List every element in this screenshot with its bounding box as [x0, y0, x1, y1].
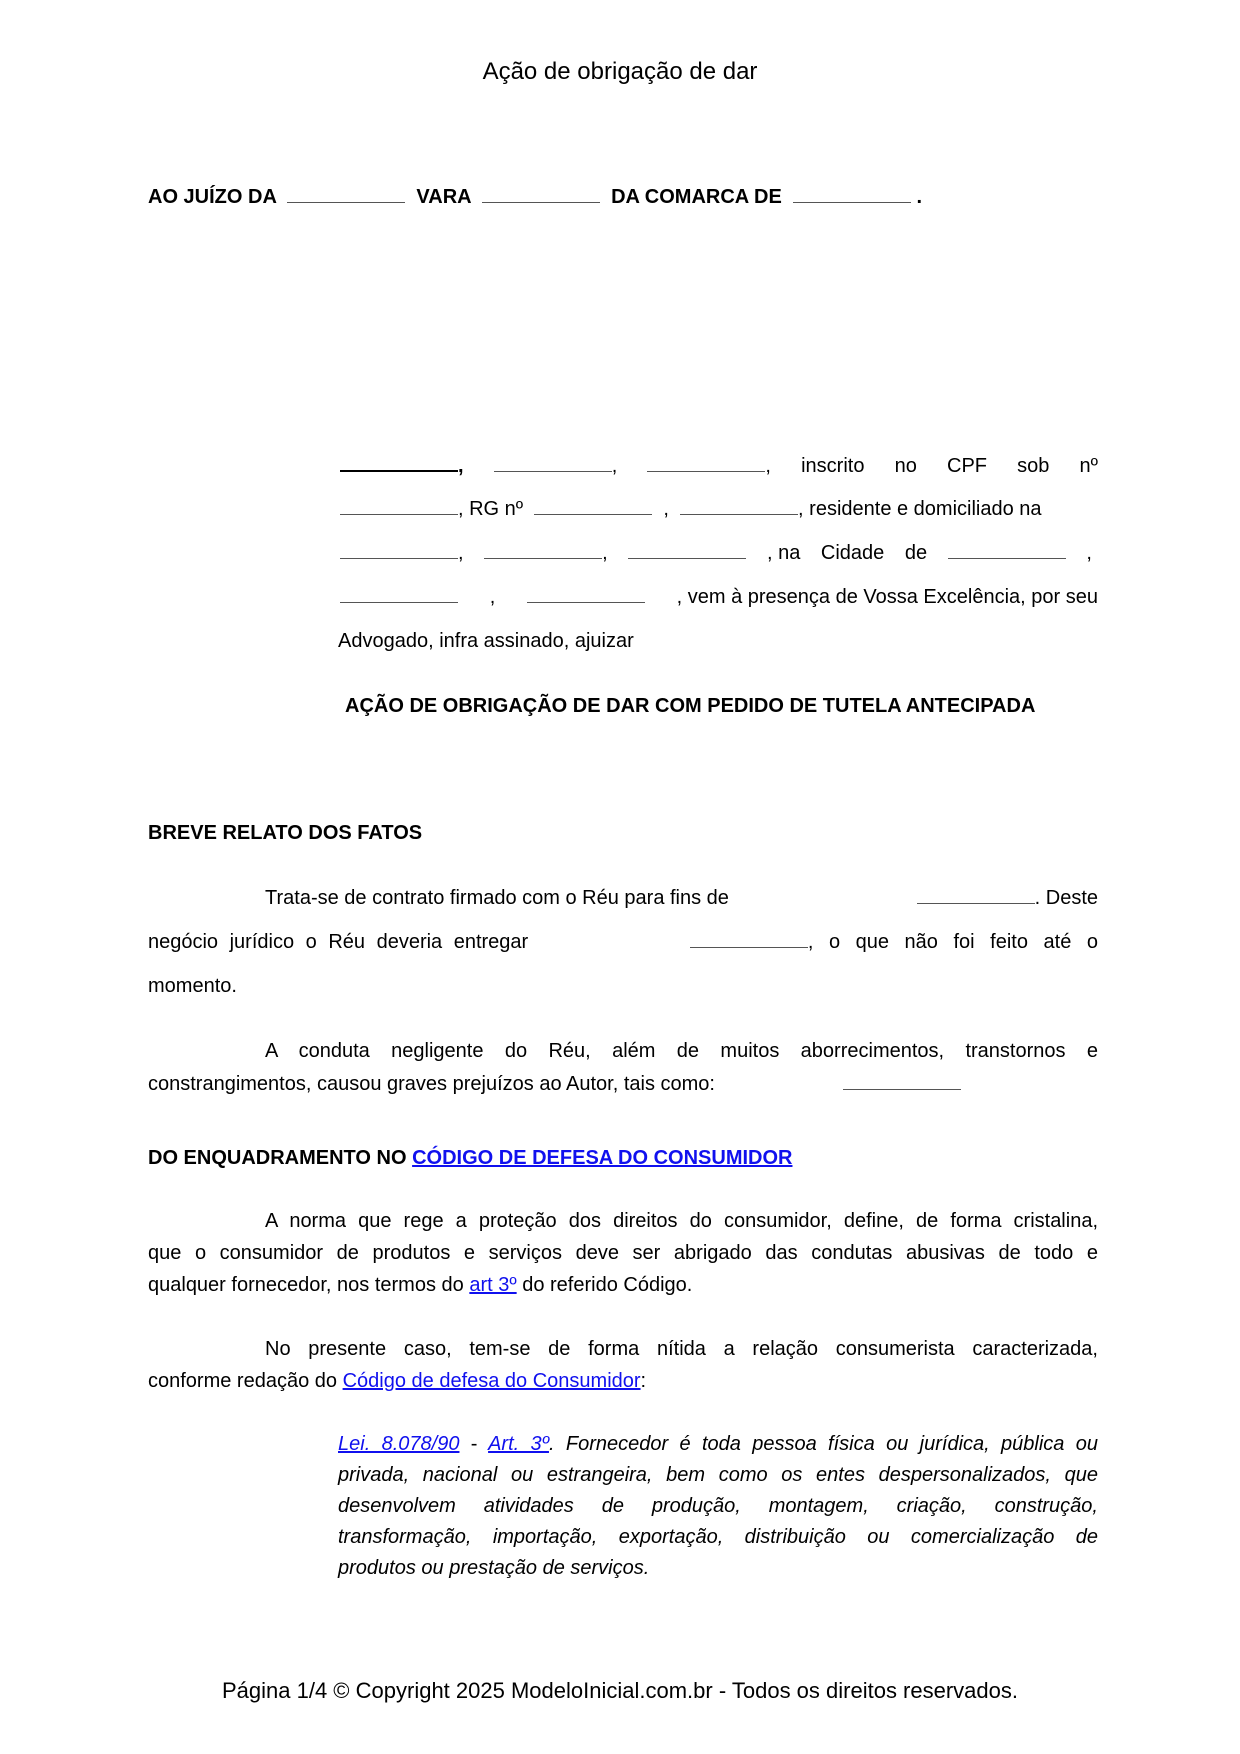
addressing-part-1: AO JUÍZO DA [148, 186, 277, 208]
addressing-end: . [916, 186, 923, 208]
cdc-p2-line-1: No presente caso, tem-se de forma nítida a relação consumerista caracterizada, [265, 1338, 1098, 1360]
sep: , [663, 498, 669, 520]
blank-party-name [340, 454, 458, 472]
dash: - [470, 1433, 478, 1455]
word: de [904, 542, 928, 564]
sep: , [458, 455, 464, 477]
residence-text: , residente e domiciliado na [798, 498, 1042, 520]
text: : [640, 1370, 647, 1392]
nationality-group [494, 455, 618, 478]
word: inscrito [801, 455, 865, 477]
section-heading-facts: BREVE RELATO DOS FATOS [148, 822, 423, 844]
blank-city [948, 542, 1066, 559]
blank-cpf [340, 498, 458, 515]
cdc-p1-line-1: A norma que rege a proteção dos direitos do consumidor, define, de forma cristalina, [265, 1210, 1098, 1232]
presence-text: , vem à presença de Vossa Excelência, por seu [676, 586, 1098, 608]
party-line-3 [340, 542, 1092, 565]
text: , o que não foi feito até o [807, 931, 1098, 953]
quote-line-5: produtos ou prestação de serviços. [338, 1557, 650, 1579]
party-line-4 [340, 586, 1098, 609]
cdc-heading-link[interactable]: CÓDIGO DE DEFESA DO CONSUMIDOR [412, 1147, 793, 1169]
sep: , [489, 586, 496, 608]
quote-line-3: desenvolvem atividades de produção, montagem, criação, construção, [338, 1495, 1098, 1517]
sep: , [458, 542, 464, 564]
quote-text: . Fornecedor é toda pessoa física ou jurídica, pública ou [548, 1433, 1098, 1455]
article-link[interactable]: Art. 3º [488, 1433, 549, 1455]
blank-number [484, 542, 602, 559]
facts-p2-line-1: A conduta negligente do Réu, além de muitos aborrecimentos, transtornos e [265, 1040, 1098, 1062]
sep: , [1086, 542, 1092, 564]
facts-p2-line-2 [148, 1073, 961, 1096]
document-title: Ação de obrigação de dar [482, 58, 758, 85]
rg-label: , RG nº [458, 498, 524, 520]
blank-court-number [287, 186, 405, 203]
addressing-part-3: DA COMARCA DE [611, 186, 782, 208]
blank-state [340, 586, 458, 603]
party-line-5: Advogado, infra assinado, ajuizar [338, 630, 634, 652]
party-line-1 [340, 454, 1098, 478]
sep: , [765, 455, 771, 477]
word: CPF [947, 455, 987, 477]
word: nº [1079, 455, 1098, 477]
text: constrangimentos, causou graves prejuízos ao Autor, tais como: [148, 1073, 715, 1095]
sep: , [611, 455, 618, 477]
text: negócio jurídico o Réu deveria entregar [148, 931, 529, 953]
section-heading-cdc [148, 1147, 792, 1170]
cdc-p2-line-2 [148, 1370, 646, 1393]
blank-rg-issuer [680, 498, 798, 515]
cdc-link[interactable]: Código de defesa do Consumidor [342, 1370, 641, 1392]
quote-line-2: privada, nacional ou estrangeira, bem como os entes despersonalizados, que [338, 1464, 1098, 1486]
court-addressing [148, 186, 922, 209]
blank-nationality [494, 455, 612, 472]
word: , na [766, 542, 801, 564]
blank-contract-purpose [917, 887, 1035, 904]
sep: , [602, 542, 608, 564]
text: . Deste [1034, 887, 1098, 909]
word: Cidade [820, 542, 885, 564]
text: qualquer fornecedor, nos termos do [148, 1274, 464, 1296]
text: do referido Código. [522, 1274, 693, 1296]
number-group [484, 542, 608, 565]
address-group [340, 542, 464, 565]
facts-p1-line-1 [265, 887, 1098, 910]
blank-rg [534, 498, 652, 515]
word: sob [1017, 455, 1050, 477]
blank-zip [527, 586, 645, 603]
blank-vara [482, 186, 600, 203]
deliver-group [690, 931, 1098, 954]
art3-link[interactable]: art 3º [469, 1274, 517, 1296]
blank-civil-status [647, 455, 765, 472]
blank-district [628, 542, 746, 559]
party-line-2 [340, 498, 1092, 521]
facts-p1-line-3: momento. [148, 975, 237, 997]
addressing-part-2: VARA [416, 186, 471, 208]
page-footer: Página 1/4 © Copyright 2025 ModeloInicial.com.br - Todos os direitos reservados. [222, 1678, 1018, 1703]
word: no [894, 455, 917, 477]
quote-line-1 [338, 1433, 1098, 1456]
law-link[interactable]: Lei. 8.078/90 [338, 1433, 460, 1455]
text: Trata-se de contrato firmado com o Réu para fins de [265, 887, 729, 909]
blank-deliverable [690, 931, 808, 948]
cdc-p1-line-2: que o consumidor de produtos e serviços deve ser abrigado das condutas abusivas de todo e [148, 1242, 1098, 1264]
heading-text: DO ENQUADRAMENTO NO [148, 1147, 407, 1169]
civil-status-group [647, 455, 771, 478]
party-name-group [340, 454, 464, 478]
purpose-group [917, 887, 1098, 910]
blank-comarca [793, 186, 911, 203]
facts-p1-line-2 [148, 931, 1098, 954]
blank-street [340, 542, 458, 559]
blank-damages [843, 1073, 961, 1090]
cdc-p1-line-3 [148, 1274, 692, 1297]
text: conformе redação do [148, 1370, 338, 1392]
quote-line-4: transformação, importação, exportação, distribuição ou comercialização de [338, 1526, 1098, 1548]
action-title: AÇÃO DE OBRIGAÇÃO DE DAR COM PEDIDO DE TUTELA ANTECIPADA [345, 695, 1036, 717]
